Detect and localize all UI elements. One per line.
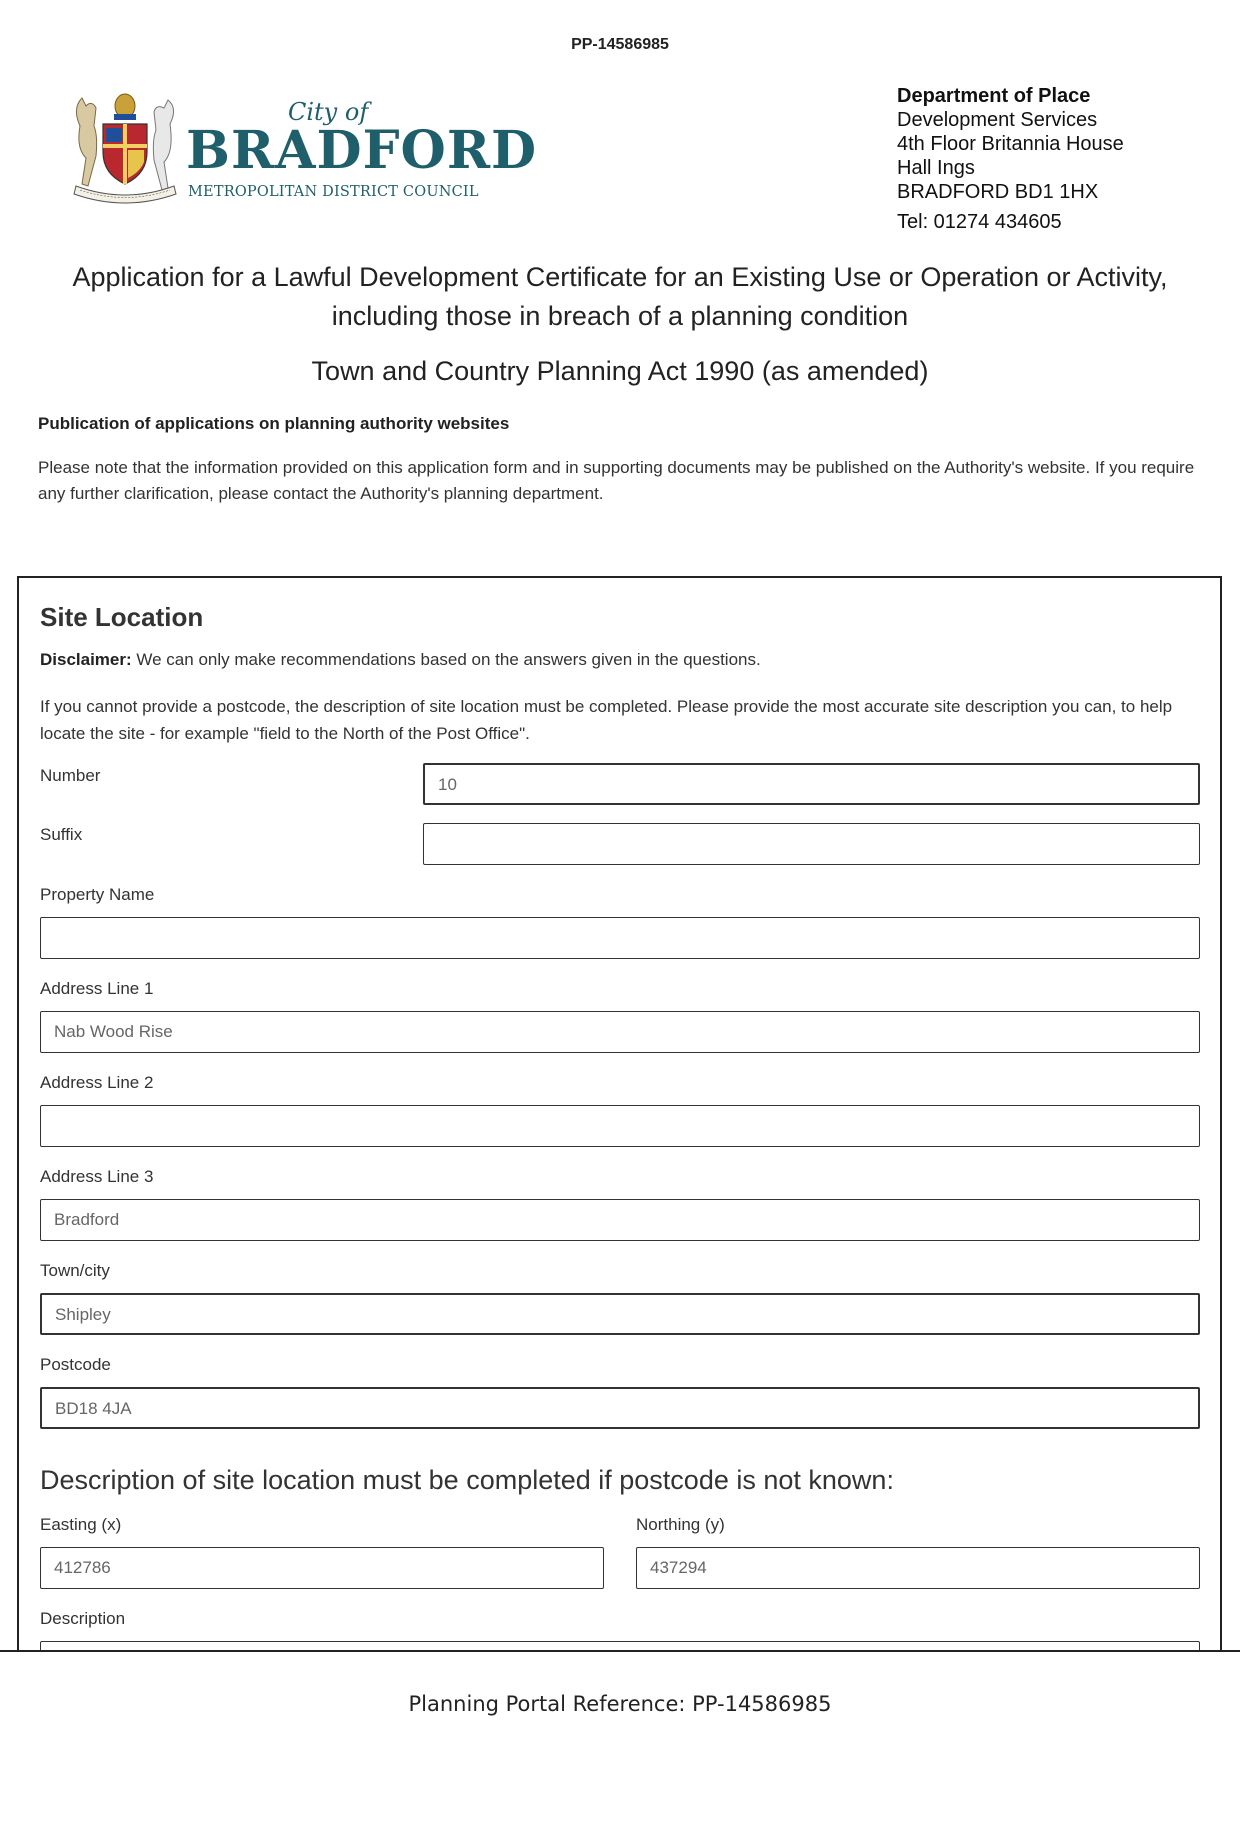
- logo-name-text: BRADFORD: [186, 120, 538, 181]
- department-name: Department of Place: [897, 85, 1091, 107]
- northing-label: Northing (y): [636, 1515, 725, 1534]
- description-heading: Description of site location must be completed if postcode is not known:: [40, 1465, 894, 1495]
- department-telephone: Tel: 01274 434605: [897, 211, 1062, 233]
- easting-field[interactable]: 412786: [40, 1547, 604, 1589]
- department-line: BRADFORD BD1 1HX: [897, 181, 1099, 203]
- postcode-field[interactable]: BD18 4JA: [40, 1387, 1200, 1429]
- coat-of-arms-icon: [70, 86, 180, 204]
- suffix-field[interactable]: [423, 823, 1200, 865]
- footer-reference: Planning Portal Reference: PP-14586985: [408, 1692, 832, 1716]
- form-title-line-2: including those in breach of a planning condition: [331, 301, 909, 331]
- form-title-line-1: Application for a Lawful Development Certificate for an Existing Use or Operation or Activity,: [72, 262, 1168, 292]
- postcode-note: If you cannot provide a postcode, the description of site location must be completed. Please provide the most accurate site description you can, to help locate the site - for example "field to the North of the Post Office".: [40, 697, 1173, 743]
- application-reference: PP-14586985: [571, 36, 669, 53]
- property-name-label: Property Name: [40, 885, 155, 904]
- address-line-2-label: Address Line 2: [40, 1073, 154, 1092]
- disclaimer: [40, 650, 761, 670]
- department-line: Hall Ings: [897, 157, 975, 179]
- form-title: [40, 258, 1200, 336]
- easting-label: Easting (x): [40, 1515, 122, 1534]
- address-line-1-field[interactable]: Nab Wood Rise: [40, 1011, 1200, 1053]
- number-label: Number: [40, 766, 101, 785]
- logo-city-of-text: City of: [288, 98, 369, 126]
- property-name-field[interactable]: [40, 917, 1200, 959]
- logo-subtitle-text: METROPOLITAN DISTRICT COUNCIL: [188, 184, 479, 200]
- footer: [0, 1650, 1240, 1822]
- site-location-section: [17, 576, 1222, 1776]
- description-label: Description: [40, 1609, 126, 1628]
- number-field[interactable]: 10: [423, 763, 1200, 805]
- address-line-3-label: Address Line 3: [40, 1167, 154, 1186]
- northing-field[interactable]: 437294: [636, 1547, 1200, 1589]
- disclaimer-text: We can only make recommendations based on the answers given in the questions.: [131, 650, 761, 669]
- suffix-label: Suffix: [40, 825, 83, 844]
- address-line-3-field[interactable]: Bradford: [40, 1199, 1200, 1241]
- department-address: [897, 84, 1124, 234]
- department-line: Development Services: [897, 109, 1098, 131]
- postcode-label: Postcode: [40, 1355, 111, 1374]
- form-act-subtitle: Town and Country Planning Act 1990 (as amended): [311, 356, 929, 386]
- disclaimer-label: Disclaimer:: [40, 650, 132, 669]
- publication-heading: Publication of applications on planning authority websites: [38, 414, 510, 433]
- town-city-field[interactable]: Shipley: [40, 1293, 1200, 1335]
- section-title: Site Location: [40, 602, 204, 632]
- address-line-2-field[interactable]: [40, 1105, 1200, 1147]
- bradford-council-logo: [70, 86, 538, 206]
- town-city-label: Town/city: [40, 1261, 110, 1280]
- publication-notice: Please note that the information provided on this application form and in supporting documents may be published on the Authority's website. If you require any further clarification, please contact the Authority's planning department.: [38, 458, 1195, 503]
- address-line-1-label: Address Line 1: [40, 979, 154, 998]
- department-line: 4th Floor Britannia House: [897, 133, 1124, 155]
